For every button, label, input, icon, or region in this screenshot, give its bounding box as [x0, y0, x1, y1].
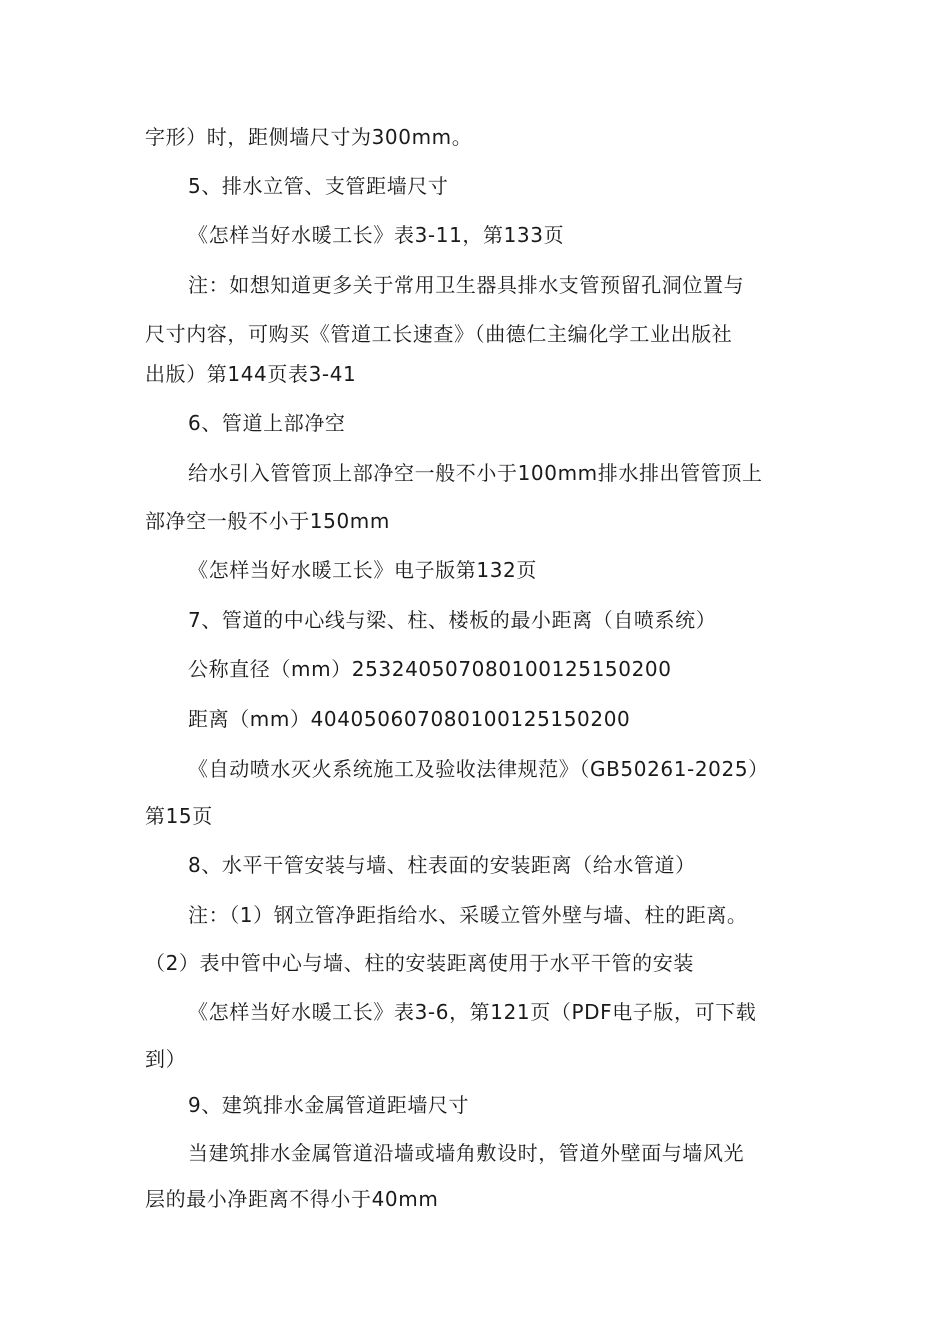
note-line: 注：（1）钢立管净距指给水、采暖立管外壁与墙、柱的距离。 [188, 903, 748, 927]
reference-line: 《怎样当好水暖工长》表3-11，第133页 [188, 223, 565, 247]
reference-line: 《自动喷水灭火系统施工及验收法律规范》（GB50261-2025） [188, 757, 769, 781]
text-line: 给水引入管管顶上部净空一般不小于100mm排水排出管管顶上 [188, 461, 763, 485]
text-line: 当建筑排水金属管道沿墙或墙角敷设时，管道外壁面与墙风光 [188, 1141, 745, 1165]
text-line: 尺寸内容，可购买《管道工长速查》（曲德仁主编化学工业出版社 [145, 322, 733, 346]
text-line: 部净空一般不小于150mm [145, 509, 390, 533]
text-line: 距离（mm）4040506070801001251502​00 [188, 707, 631, 731]
section-heading-8: 8、水平干管安装与墙、柱表面的安装距离（给水管道） [188, 853, 696, 877]
note-line: 注：如想知道更多关于常用卫生器具排水支管预留孔洞位置与 [188, 273, 745, 297]
section-heading-9: 9、建筑排水金属管道距墙尺寸 [188, 1093, 470, 1117]
reference-line: 《怎样当好水暖工长》表3-6，第121页（PDF电子版，可下载 [188, 1000, 757, 1024]
section-heading-6: 6、管道上部净空 [188, 411, 346, 435]
text-line: （2）表中管中心与墙、柱的安装距离使用于水平干管的安装 [145, 951, 694, 975]
text-line: 层的最小净距离不得小于40mm [145, 1187, 439, 1211]
text-line: 字形）时，距侧墙尺寸为300mm。 [145, 125, 473, 149]
text-line: 出版）第144页表3-41 [145, 362, 357, 386]
section-heading-7: 7、管道的中心线与梁、柱、楼板的最小距离（自喷系统） [188, 608, 717, 632]
text-line: 公称直径（mm）2532405070801001251502​00 [188, 657, 672, 681]
reference-line: 《怎样当好水暖工长》电子版第132页 [188, 558, 537, 582]
section-heading-5: 5、排水立管、支管距墙尺寸 [188, 174, 449, 198]
text-line: 到） [145, 1047, 187, 1071]
text-line: 第15页 [145, 804, 213, 828]
